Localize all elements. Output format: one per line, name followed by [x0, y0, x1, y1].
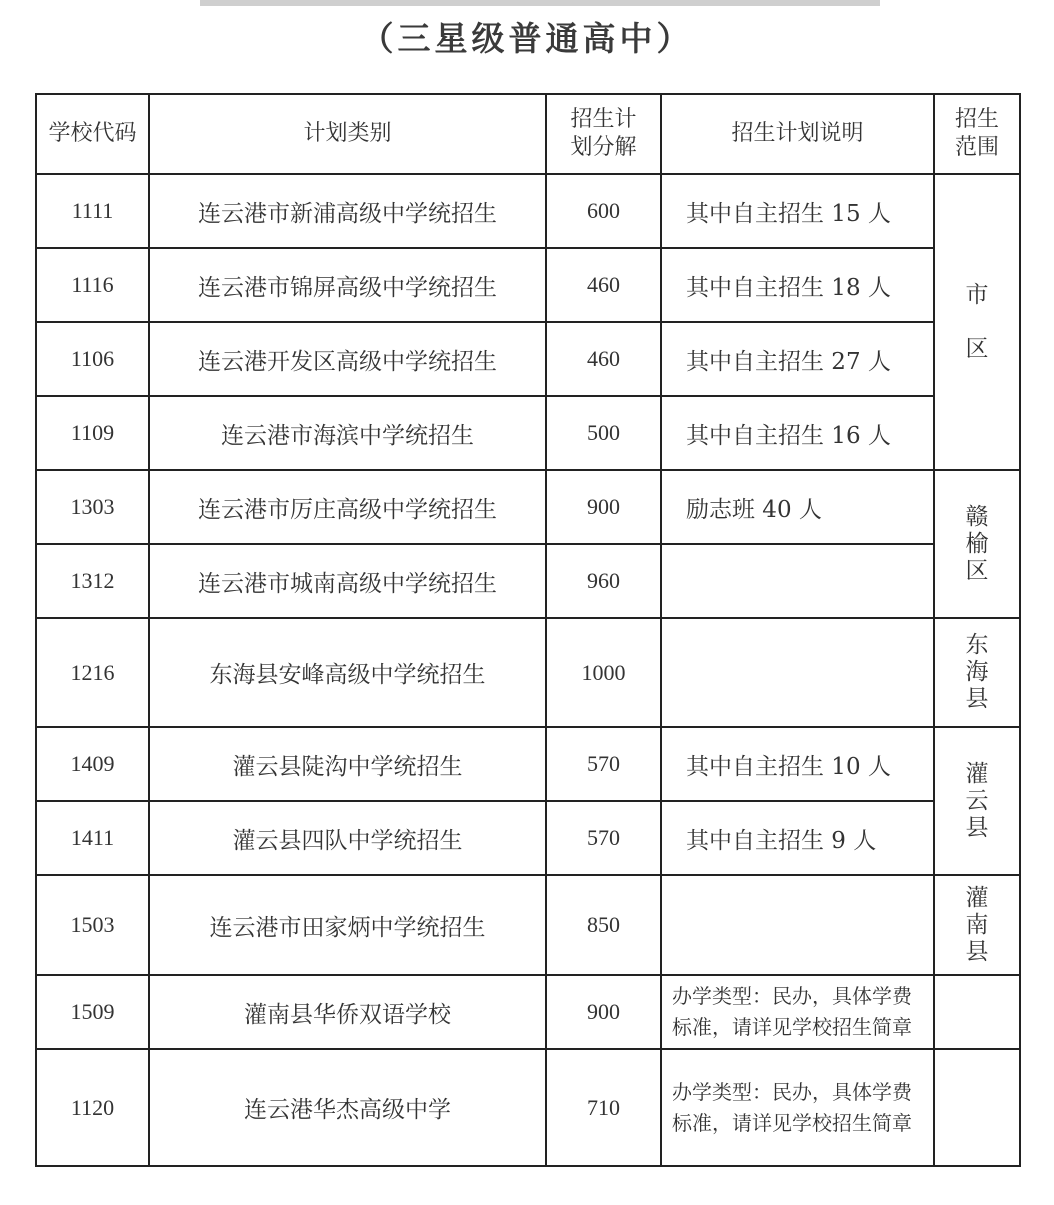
school-code: 1303 — [36, 470, 149, 544]
school-code: 1409 — [36, 727, 149, 801]
plan-note — [661, 544, 934, 618]
plan-allocation: 460 — [546, 322, 661, 396]
header-plan-category: 计划类别 — [149, 94, 546, 174]
header-plan-line-1: 招生计 — [570, 107, 637, 132]
school-code: 1216 — [36, 618, 149, 727]
school-code: 1312 — [36, 544, 149, 618]
plan-category: 连云港市田家炳中学统招生 — [149, 875, 546, 975]
plan-note — [661, 975, 934, 1049]
header-plan-line-2: 划分解 — [570, 135, 637, 160]
plan-category: 连云港开发区高级中学统招生 — [149, 322, 546, 396]
plan-note-line-2: 标准，请详见学校招生简章 — [672, 1110, 912, 1135]
table-row — [36, 618, 1020, 727]
plan-category: 连云港市厉庄高级中学统招生 — [149, 470, 546, 544]
table-row — [36, 248, 1020, 322]
area-char: 县 — [965, 686, 989, 712]
area-char: 赣 — [965, 503, 989, 530]
school-code: 1109 — [36, 396, 149, 470]
table-row — [36, 470, 1020, 544]
school-code: 1411 — [36, 801, 149, 875]
school-code: 1106 — [36, 322, 149, 396]
area-char: 南 — [965, 911, 989, 938]
plan-category: 连云港市城南高级中学统招生 — [149, 544, 546, 618]
enrollment-area-ganyu — [934, 470, 1020, 618]
school-code: 1120 — [36, 1049, 149, 1166]
plan-category: 灌云县四队中学统招生 — [149, 801, 546, 875]
plan-category: 连云港市海滨中学统招生 — [149, 396, 546, 470]
plan-allocation: 900 — [546, 975, 661, 1049]
plan-allocation: 900 — [546, 470, 661, 544]
plan-category: 连云港市锦屏高级中学统招生 — [149, 248, 546, 322]
plan-note: 其中自主招生 27 人 — [661, 322, 934, 396]
plan-allocation: 570 — [546, 727, 661, 801]
plan-note-line-1: 办学类型：民办，具体学费 — [672, 984, 912, 1008]
enrollment-plan-table — [35, 93, 1021, 1167]
school-code: 1509 — [36, 975, 149, 1049]
area-char: 县 — [965, 938, 989, 965]
plan-note — [661, 618, 934, 727]
table-row — [36, 975, 1020, 1049]
table-row — [36, 1049, 1020, 1166]
plan-allocation: 960 — [546, 544, 661, 618]
plan-note — [661, 1049, 934, 1166]
plan-note — [661, 875, 934, 975]
area-char: 榆 — [965, 530, 989, 557]
plan-note: 其中自主招生 10 人 — [661, 727, 934, 801]
header-plan-allocation — [546, 94, 661, 174]
table-row — [36, 544, 1020, 618]
table-row — [36, 396, 1020, 470]
plan-note-line-1: 办学类型：民办，具体学费 — [672, 1079, 912, 1104]
plan-allocation: 460 — [546, 248, 661, 322]
plan-category: 灌云县陡沟中学统招生 — [149, 727, 546, 801]
plan-allocation: 850 — [546, 875, 661, 975]
table-row — [36, 801, 1020, 875]
plan-allocation: 600 — [546, 174, 661, 248]
plan-note: 励志班 40 人 — [661, 470, 934, 544]
plan-category: 连云港市新浦高级中学统招生 — [149, 174, 546, 248]
plan-note: 其中自主招生 15 人 — [661, 174, 934, 248]
plan-note: 其中自主招生 9 人 — [661, 801, 934, 875]
enrollment-area-donghai — [934, 618, 1020, 727]
enrollment-area-guanyun — [934, 727, 1020, 875]
area-char: 区 — [965, 335, 989, 362]
enrollment-area-shiqu — [934, 174, 1020, 470]
school-code: 1111 — [36, 174, 149, 248]
area-char: 东 — [965, 632, 989, 658]
header-plan-note: 招生计划说明 — [661, 94, 934, 174]
school-code: 1116 — [36, 248, 149, 322]
plan-category: 灌南县华侨双语学校 — [149, 975, 546, 1049]
table-row — [36, 174, 1020, 248]
plan-note: 其中自主招生 18 人 — [661, 248, 934, 322]
school-code: 1503 — [36, 875, 149, 975]
area-char: 灌 — [965, 760, 989, 787]
header-enrollment-area — [934, 94, 1020, 174]
table-row — [36, 727, 1020, 801]
enrollment-area-guannan — [934, 875, 1020, 975]
area-char: 市 — [965, 281, 989, 308]
area-char: 县 — [965, 814, 989, 841]
table-row — [36, 875, 1020, 975]
plan-allocation: 570 — [546, 801, 661, 875]
area-char: 海 — [965, 659, 989, 685]
plan-note: 其中自主招生 16 人 — [661, 396, 934, 470]
plan-note-line-2: 标准，请详见学校招生简章 — [672, 1015, 912, 1039]
page-title: （三星级普通高中） — [360, 19, 694, 58]
header-area-line-2: 范围 — [954, 135, 999, 160]
area-char: 区 — [965, 557, 989, 584]
header-school-code: 学校代码 — [36, 94, 149, 174]
area-char: 灌 — [965, 884, 989, 911]
area-char: 云 — [965, 787, 989, 814]
cropped-heading-remnant — [200, 0, 880, 6]
enrollment-area-empty — [934, 975, 1020, 1049]
header-area-line-1: 招生 — [954, 107, 999, 132]
plan-allocation: 500 — [546, 396, 661, 470]
enrollment-area-empty — [934, 1049, 1020, 1166]
plan-allocation: 1000 — [546, 618, 661, 727]
table-row — [36, 322, 1020, 396]
plan-allocation: 710 — [546, 1049, 661, 1166]
plan-category: 东海县安峰高级中学统招生 — [149, 618, 546, 727]
plan-category: 连云港华杰高级中学 — [149, 1049, 546, 1166]
table-header-row — [36, 94, 1020, 174]
